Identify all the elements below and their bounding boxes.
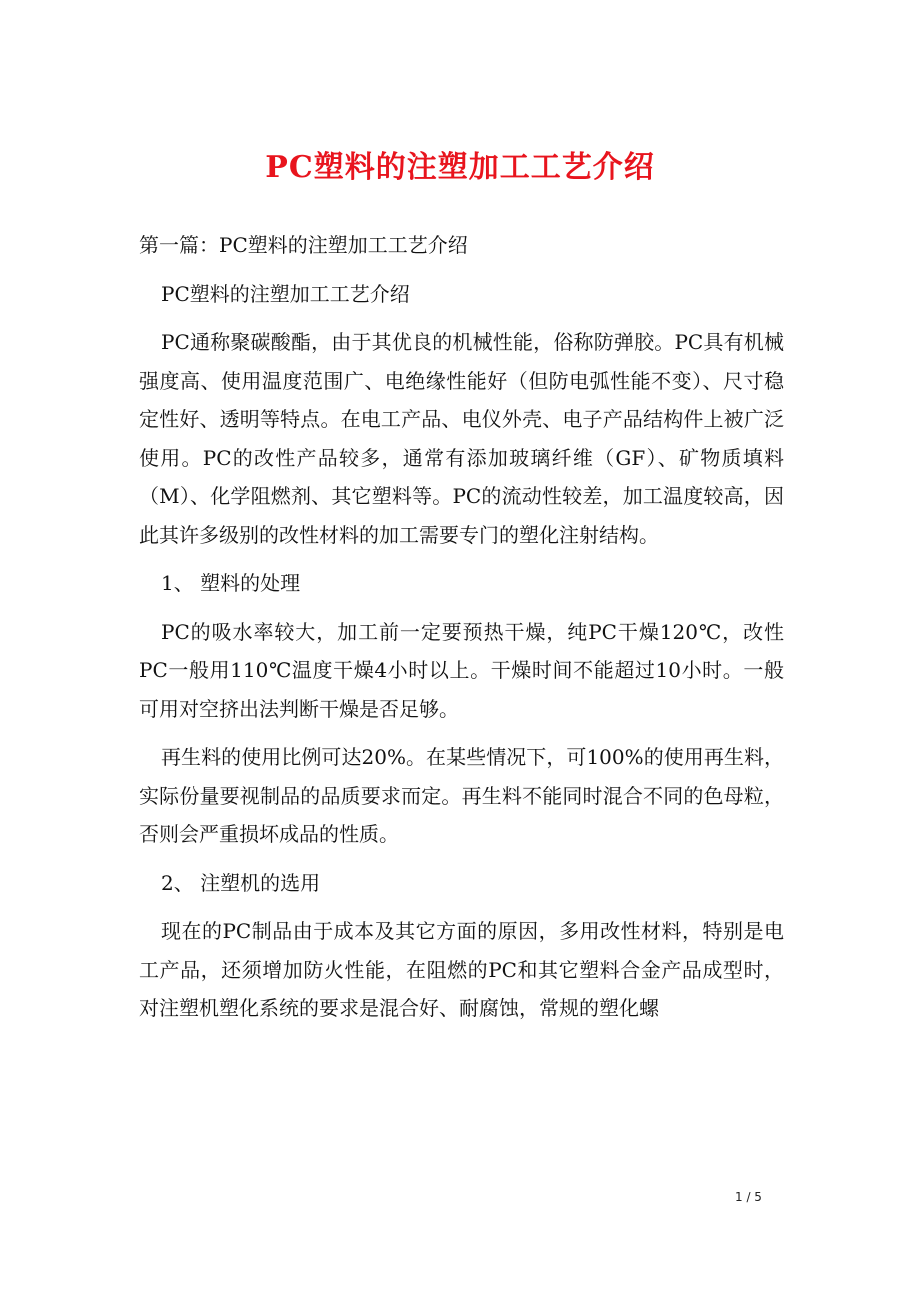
recycled-material-paragraph: 再生料的使用比例可达20%。在某些情况下，可100%的使用再生料，实际份量要视制品的品质要求而定。再生料不能同时混合不同的色母粒，否则会严重损坏成品的性质。 (139, 745, 784, 846)
document-title: PC塑料的注塑加工工艺介绍 (265, 150, 655, 185)
numbered-heading-2: 2、 注塑机的选用 (161, 870, 321, 895)
section-heading: 第一篇：PC塑料的注塑加工工艺介绍 (139, 233, 468, 257)
page-number: 1 / 5 (735, 1190, 762, 1204)
intro-paragraph: PC通称聚碳酸酯，由于其优良的机械性能，俗称防弹胶。PC具有机械强度高、使用温度范围广、电绝缘性能好（但防电弧性能不变）、尺寸稳定性好、透明等特点。在电工产品、电仪外壳、电子产品结构件上被广泛使用。PC的改性产品较多，通常有添加玻璃纤维（GF）、矿物质填料（M）、化学阻燃剂、其它塑料等。PC的流动性较差，加工温度较高，因此其许多级别的改性材料的加工需要专门的塑化注射结构。 (139, 330, 784, 547)
drying-paragraph: PC的吸水率较大，加工前一定要预热干燥，纯PC干燥120℃，改性PC一般用110℃温度干燥4小时以上。干燥时间不能超过10小时。一般可用对空挤出法判断干燥是否足够。 (139, 619, 784, 721)
document-body (139, 226, 784, 1038)
numbered-heading-1: 1、 塑料的处理 (161, 571, 301, 595)
subtitle-paragraph: PC塑料的注塑加工工艺介绍 (161, 281, 410, 306)
machine-selection-paragraph: 现在的PC制品由于成本及其它方面的原因，多用改性材料，特别是电工产品，还须增加防火性能，在阻燃的PC和其它塑料合金产品成型时，对注塑机塑化系统的要求是混合好、耐腐蚀，常规的塑化螺 (139, 919, 784, 1020)
